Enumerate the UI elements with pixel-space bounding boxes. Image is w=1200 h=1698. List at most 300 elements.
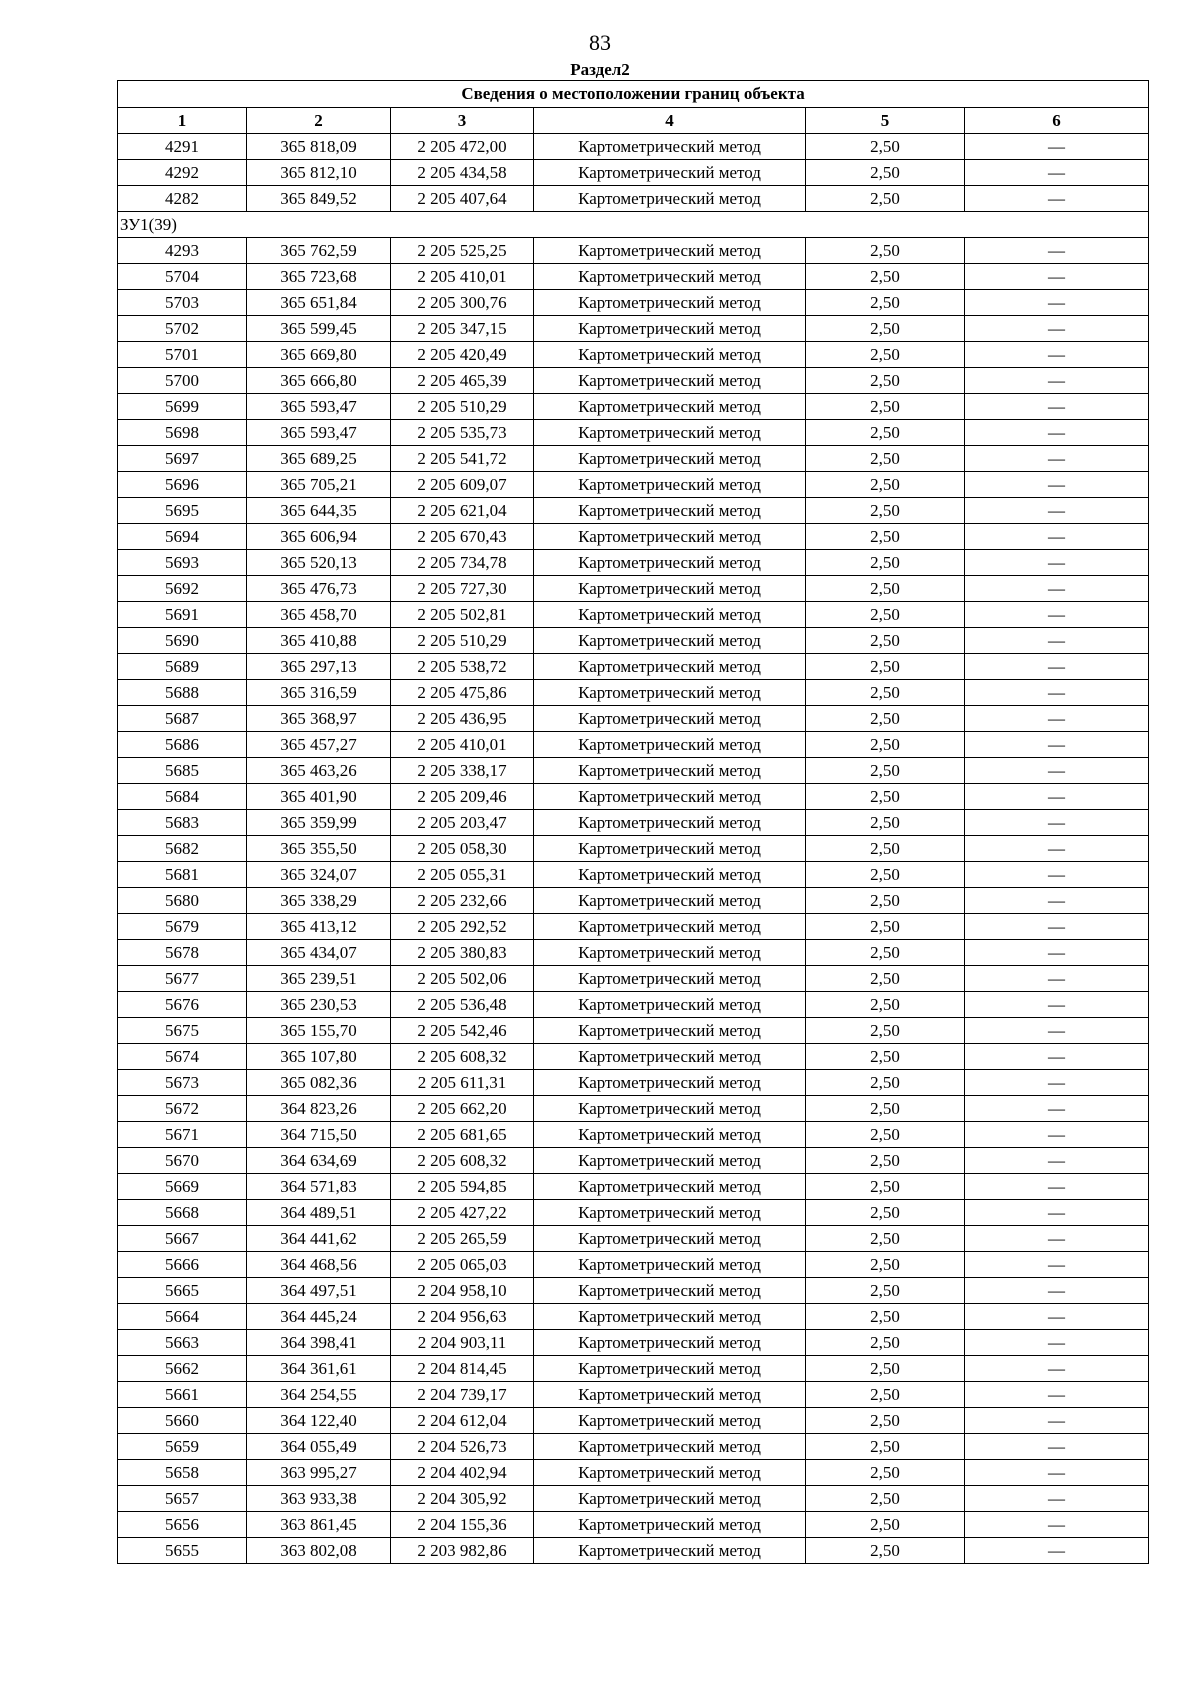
table-cell: 5659 xyxy=(118,1434,247,1460)
table-cell: Картометрический метод xyxy=(534,1434,806,1460)
table-cell: 365 669,80 xyxy=(247,342,391,368)
table-cell: 364 122,40 xyxy=(247,1408,391,1434)
table-row xyxy=(118,576,1149,602)
table-cell: 2 204 526,73 xyxy=(391,1434,534,1460)
table-cell: 5663 xyxy=(118,1330,247,1356)
table-cell: 2 205 662,20 xyxy=(391,1096,534,1122)
table-cell: Картометрический метод xyxy=(534,290,806,316)
table-cell: Картометрический метод xyxy=(534,1226,806,1252)
table-cell: 365 155,70 xyxy=(247,1018,391,1044)
table-row xyxy=(118,1512,1149,1538)
table-cell: — xyxy=(965,706,1149,732)
table-cell: 365 082,36 xyxy=(247,1070,391,1096)
table-cell: 2,50 xyxy=(806,1278,965,1304)
table-cell: Картометрический метод xyxy=(534,550,806,576)
table-cell: Картометрический метод xyxy=(534,1200,806,1226)
table-cell: 365 458,70 xyxy=(247,602,391,628)
table-cell: — xyxy=(965,784,1149,810)
table-cell: 2,50 xyxy=(806,1148,965,1174)
table-cell: 2 205 525,25 xyxy=(391,238,534,264)
table-row xyxy=(118,1174,1149,1200)
table-cell: — xyxy=(965,446,1149,472)
table-row xyxy=(118,1304,1149,1330)
table-cell: 365 593,47 xyxy=(247,394,391,420)
table-cell: — xyxy=(965,1018,1149,1044)
table-cell: 2 205 727,30 xyxy=(391,576,534,602)
table-cell: 365 762,59 xyxy=(247,238,391,264)
table-cell: 2 205 434,58 xyxy=(391,160,534,186)
table-cell: 5681 xyxy=(118,862,247,888)
table-row xyxy=(118,316,1149,342)
table-cell: 2 205 203,47 xyxy=(391,810,534,836)
table-cell: — xyxy=(965,550,1149,576)
table-cell: 5661 xyxy=(118,1382,247,1408)
table-row xyxy=(118,810,1149,836)
table-cell: 5674 xyxy=(118,1044,247,1070)
table-cell: 2 205 338,17 xyxy=(391,758,534,784)
table-cell: 2,50 xyxy=(806,1330,965,1356)
table-cell: 2 205 420,49 xyxy=(391,342,534,368)
table-cell: — xyxy=(965,940,1149,966)
table-row xyxy=(118,1200,1149,1226)
table-cell: 2 204 155,36 xyxy=(391,1512,534,1538)
group-label: ЗУ1(39) xyxy=(118,212,1149,238)
table-cell: Картометрический метод xyxy=(534,264,806,290)
table-row xyxy=(118,1408,1149,1434)
table-row xyxy=(118,446,1149,472)
table-row xyxy=(118,264,1149,290)
table-cell: — xyxy=(965,1226,1149,1252)
table-cell: 2,50 xyxy=(806,1044,965,1070)
table-cell: — xyxy=(965,1460,1149,1486)
table-cell: 2 205 410,01 xyxy=(391,732,534,758)
table-cell: 2,50 xyxy=(806,1408,965,1434)
table-cell: 2,50 xyxy=(806,238,965,264)
table-cell: — xyxy=(965,836,1149,862)
table-cell: 2 204 305,92 xyxy=(391,1486,534,1512)
table-cell: 2,50 xyxy=(806,1096,965,1122)
table-cell: 365 230,53 xyxy=(247,992,391,1018)
table-cell: — xyxy=(965,1538,1149,1564)
table-cell: Картометрический метод xyxy=(534,342,806,368)
table-row xyxy=(118,862,1149,888)
table-cell: — xyxy=(965,160,1149,186)
table-cell: 2 205 536,48 xyxy=(391,992,534,1018)
table-cell: 2,50 xyxy=(806,290,965,316)
table-cell: 2 205 608,32 xyxy=(391,1148,534,1174)
table-row xyxy=(118,238,1149,264)
table-cell: Картометрический метод xyxy=(534,316,806,342)
column-header: 4 xyxy=(534,108,806,134)
table-cell: 2,50 xyxy=(806,992,965,1018)
table-cell: Картометрический метод xyxy=(534,992,806,1018)
table-cell: 2 205 510,29 xyxy=(391,628,534,654)
table-cell: 365 316,59 xyxy=(247,680,391,706)
table-cell: 2,50 xyxy=(806,784,965,810)
table-cell: Картометрический метод xyxy=(534,1070,806,1096)
table-cell: 363 861,45 xyxy=(247,1512,391,1538)
table-cell: 363 995,27 xyxy=(247,1460,391,1486)
table-cell: 5658 xyxy=(118,1460,247,1486)
table-cell: 2 204 739,17 xyxy=(391,1382,534,1408)
table-cell: 2,50 xyxy=(806,966,965,992)
table-cell: — xyxy=(965,862,1149,888)
table-cell: 5703 xyxy=(118,290,247,316)
table-cell: 2,50 xyxy=(806,134,965,160)
table-cell: 5670 xyxy=(118,1148,247,1174)
table-cell: 2,50 xyxy=(806,706,965,732)
table-cell: 365 355,50 xyxy=(247,836,391,862)
table-cell: 365 413,12 xyxy=(247,914,391,940)
table-cell: 5698 xyxy=(118,420,247,446)
table-cell: — xyxy=(965,1304,1149,1330)
table-row xyxy=(118,394,1149,420)
table-cell: 2,50 xyxy=(806,1070,965,1096)
table-cell: 5680 xyxy=(118,888,247,914)
table-cell: 2 205 542,46 xyxy=(391,1018,534,1044)
table-cell: 365 463,26 xyxy=(247,758,391,784)
table-cell: Картометрический метод xyxy=(534,1330,806,1356)
table-cell: 2,50 xyxy=(806,1304,965,1330)
table-row xyxy=(118,1252,1149,1278)
table-cell: 2 205 265,59 xyxy=(391,1226,534,1252)
table-cell: Картометрический метод xyxy=(534,862,806,888)
table-row xyxy=(118,524,1149,550)
table-row xyxy=(118,992,1149,1018)
table-cell: 2 205 502,81 xyxy=(391,602,534,628)
table-cell: 2,50 xyxy=(806,1018,965,1044)
table-cell: Картометрический метод xyxy=(534,888,806,914)
table-row xyxy=(118,1486,1149,1512)
table-cell: Картометрический метод xyxy=(534,654,806,680)
table-cell: 2,50 xyxy=(806,680,965,706)
table-cell: — xyxy=(965,290,1149,316)
table-row xyxy=(118,134,1149,160)
table-row xyxy=(118,602,1149,628)
table-cell: 2,50 xyxy=(806,1200,965,1226)
table-cell: 365 705,21 xyxy=(247,472,391,498)
table-cell: — xyxy=(965,1382,1149,1408)
table-title-row xyxy=(118,81,1149,108)
table-cell: — xyxy=(965,524,1149,550)
table-cell: Картометрический метод xyxy=(534,160,806,186)
table-cell: 364 489,51 xyxy=(247,1200,391,1226)
table-row xyxy=(118,1122,1149,1148)
table-cell: 365 107,80 xyxy=(247,1044,391,1070)
table-row xyxy=(118,186,1149,212)
table-cell: — xyxy=(965,810,1149,836)
table-cell: 2 205 407,64 xyxy=(391,186,534,212)
table-cell: 2 205 670,43 xyxy=(391,524,534,550)
table-cell: 2 204 612,04 xyxy=(391,1408,534,1434)
table-cell: 2 205 472,00 xyxy=(391,134,534,160)
column-number-row xyxy=(118,108,1149,134)
table-cell: — xyxy=(965,680,1149,706)
table-cell: 5685 xyxy=(118,758,247,784)
table-row xyxy=(118,1070,1149,1096)
table-cell: 5702 xyxy=(118,316,247,342)
table-row xyxy=(118,680,1149,706)
table-cell: Картометрический метод xyxy=(534,940,806,966)
table-row xyxy=(118,160,1149,186)
table-row xyxy=(118,1330,1149,1356)
table-cell: Картометрический метод xyxy=(534,1304,806,1330)
table-cell: Картометрический метод xyxy=(534,134,806,160)
table-cell: Картометрический метод xyxy=(534,238,806,264)
table-cell: Картометрический метод xyxy=(534,1252,806,1278)
table-cell: 2 205 380,83 xyxy=(391,940,534,966)
table-cell: — xyxy=(965,732,1149,758)
table-cell: — xyxy=(965,1174,1149,1200)
table-cell: 5662 xyxy=(118,1356,247,1382)
table-cell: 2,50 xyxy=(806,1538,965,1564)
table-cell: — xyxy=(965,1200,1149,1226)
table-cell: 365 239,51 xyxy=(247,966,391,992)
table-row xyxy=(118,1018,1149,1044)
table-cell: 2,50 xyxy=(806,1460,965,1486)
table-cell: 2,50 xyxy=(806,732,965,758)
table-cell: 2,50 xyxy=(806,576,965,602)
table-cell: 5664 xyxy=(118,1304,247,1330)
table-cell: 5692 xyxy=(118,576,247,602)
table-cell: — xyxy=(965,1512,1149,1538)
table-cell: Картометрический метод xyxy=(534,498,806,524)
table-cell: Картометрический метод xyxy=(534,1096,806,1122)
table-row xyxy=(118,1278,1149,1304)
table-cell: 2 205 538,72 xyxy=(391,654,534,680)
table-cell: 365 368,97 xyxy=(247,706,391,732)
table-cell: 2 205 300,76 xyxy=(391,290,534,316)
table-cell: 2 205 535,73 xyxy=(391,420,534,446)
table-cell: — xyxy=(965,914,1149,940)
table-cell: Картометрический метод xyxy=(534,914,806,940)
table-cell: Картометрический метод xyxy=(534,1356,806,1382)
table-cell: 365 476,73 xyxy=(247,576,391,602)
table-cell: 5660 xyxy=(118,1408,247,1434)
table-cell: Картометрический метод xyxy=(534,1408,806,1434)
table-cell: Картометрический метод xyxy=(534,706,806,732)
table-cell: 5678 xyxy=(118,940,247,966)
table-cell: 364 571,83 xyxy=(247,1174,391,1200)
table-row xyxy=(118,940,1149,966)
table-cell: 2 205 734,78 xyxy=(391,550,534,576)
table-cell: 365 599,45 xyxy=(247,316,391,342)
table-cell: Картометрический метод xyxy=(534,966,806,992)
table-cell: — xyxy=(965,186,1149,212)
table-cell: Картометрический метод xyxy=(534,1486,806,1512)
table-cell: — xyxy=(965,1408,1149,1434)
table-cell: — xyxy=(965,654,1149,680)
table-cell: Картометрический метод xyxy=(534,836,806,862)
table-cell: — xyxy=(965,576,1149,602)
table-cell: — xyxy=(965,394,1149,420)
table-row xyxy=(118,550,1149,576)
table-cell: 5699 xyxy=(118,394,247,420)
table-cell: 2 205 475,86 xyxy=(391,680,534,706)
table-cell: 4292 xyxy=(118,160,247,186)
table-cell: Картометрический метод xyxy=(534,732,806,758)
column-header: 3 xyxy=(391,108,534,134)
table-cell: 5689 xyxy=(118,654,247,680)
table-body-before xyxy=(118,134,1149,212)
table-row xyxy=(118,836,1149,862)
table-cell: — xyxy=(965,472,1149,498)
table-cell: 2,50 xyxy=(806,446,965,472)
table-cell: Картометрический метод xyxy=(534,394,806,420)
table-row xyxy=(118,888,1149,914)
table-cell: 2,50 xyxy=(806,368,965,394)
table-cell: 5657 xyxy=(118,1486,247,1512)
section-title: Раздел2 xyxy=(570,60,630,79)
table-cell: 5688 xyxy=(118,680,247,706)
table-cell: 363 933,38 xyxy=(247,1486,391,1512)
table-cell: 5696 xyxy=(118,472,247,498)
table-cell: 365 593,47 xyxy=(247,420,391,446)
table-row xyxy=(118,1382,1149,1408)
table-cell: 363 802,08 xyxy=(247,1538,391,1564)
table-cell: 5701 xyxy=(118,342,247,368)
table-cell: 2 204 958,10 xyxy=(391,1278,534,1304)
table-cell: 5655 xyxy=(118,1538,247,1564)
table-cell: 365 359,99 xyxy=(247,810,391,836)
table-cell: 2 205 611,31 xyxy=(391,1070,534,1096)
table-cell: 365 818,09 xyxy=(247,134,391,160)
column-header: 6 xyxy=(965,108,1149,134)
table-cell: 364 823,26 xyxy=(247,1096,391,1122)
table-cell: 364 441,62 xyxy=(247,1226,391,1252)
table-cell: 5679 xyxy=(118,914,247,940)
table-cell: 364 445,24 xyxy=(247,1304,391,1330)
table-row xyxy=(118,628,1149,654)
table-cell: 5668 xyxy=(118,1200,247,1226)
table-cell: 5656 xyxy=(118,1512,247,1538)
table-cell: 5695 xyxy=(118,498,247,524)
table-cell: — xyxy=(965,1122,1149,1148)
table-cell: 2,50 xyxy=(806,472,965,498)
table-cell: 2 205 209,46 xyxy=(391,784,534,810)
table-row xyxy=(118,498,1149,524)
table-cell: — xyxy=(965,1070,1149,1096)
table-cell: 2,50 xyxy=(806,524,965,550)
table-row xyxy=(118,1226,1149,1252)
table-cell: 5683 xyxy=(118,810,247,836)
table-cell: — xyxy=(965,1096,1149,1122)
column-header: 2 xyxy=(247,108,391,134)
table-cell: 2,50 xyxy=(806,888,965,914)
table-cell: 2 205 055,31 xyxy=(391,862,534,888)
table-row xyxy=(118,1148,1149,1174)
table-cell: 2,50 xyxy=(806,654,965,680)
table-cell: 5694 xyxy=(118,524,247,550)
table-cell: Картометрический метод xyxy=(534,784,806,810)
table-cell: 5672 xyxy=(118,1096,247,1122)
table-cell: 5691 xyxy=(118,602,247,628)
table-cell: 2 205 232,66 xyxy=(391,888,534,914)
table-cell: 5684 xyxy=(118,784,247,810)
table-cell: — xyxy=(965,264,1149,290)
table-cell: 2 205 465,39 xyxy=(391,368,534,394)
table-cell: 5704 xyxy=(118,264,247,290)
table-cell: 2,50 xyxy=(806,628,965,654)
table-cell: Картометрический метод xyxy=(534,680,806,706)
table-cell: — xyxy=(965,1330,1149,1356)
table-cell: 5697 xyxy=(118,446,247,472)
column-header: 5 xyxy=(806,108,965,134)
table-body-after xyxy=(118,238,1149,1564)
table-cell: Картометрический метод xyxy=(534,1460,806,1486)
table-cell: 2,50 xyxy=(806,836,965,862)
table-cell: 5676 xyxy=(118,992,247,1018)
table-cell: 5671 xyxy=(118,1122,247,1148)
table-cell: 365 401,90 xyxy=(247,784,391,810)
table-cell: 4293 xyxy=(118,238,247,264)
table-cell: — xyxy=(965,342,1149,368)
table-cell: Картометрический метод xyxy=(534,446,806,472)
table-cell: Картометрический метод xyxy=(534,1382,806,1408)
table-cell: 365 324,07 xyxy=(247,862,391,888)
table-cell: — xyxy=(965,316,1149,342)
table-cell: 365 849,52 xyxy=(247,186,391,212)
table-row xyxy=(118,654,1149,680)
table-cell: Картометрический метод xyxy=(534,810,806,836)
table-cell: Картометрический метод xyxy=(534,1148,806,1174)
table-title: Сведения о местоположении границ объекта xyxy=(118,81,1149,108)
table-cell: 2,50 xyxy=(806,264,965,290)
table-cell: 2,50 xyxy=(806,186,965,212)
table-cell: 2 204 814,45 xyxy=(391,1356,534,1382)
table-cell: 364 468,56 xyxy=(247,1252,391,1278)
table-cell: — xyxy=(965,238,1149,264)
table-cell: 364 715,50 xyxy=(247,1122,391,1148)
table-cell: 5686 xyxy=(118,732,247,758)
table-cell: 365 410,88 xyxy=(247,628,391,654)
table-cell: 364 497,51 xyxy=(247,1278,391,1304)
table-cell: 364 055,49 xyxy=(247,1434,391,1460)
table-cell: 2 204 956,63 xyxy=(391,1304,534,1330)
table-cell: 365 434,07 xyxy=(247,940,391,966)
table-cell: — xyxy=(965,628,1149,654)
table-cell: 2 203 982,86 xyxy=(391,1538,534,1564)
table-cell: 5666 xyxy=(118,1252,247,1278)
page-number: 83 xyxy=(589,30,611,55)
table-cell: — xyxy=(965,888,1149,914)
table-cell: 5669 xyxy=(118,1174,247,1200)
table-cell: — xyxy=(965,758,1149,784)
table-cell: Картометрический метод xyxy=(534,1044,806,1070)
table-cell: 364 254,55 xyxy=(247,1382,391,1408)
table-cell: 365 666,80 xyxy=(247,368,391,394)
table-row xyxy=(118,290,1149,316)
table-cell: 2,50 xyxy=(806,1382,965,1408)
table-cell: Картометрический метод xyxy=(534,1538,806,1564)
table-cell: 365 338,29 xyxy=(247,888,391,914)
table-cell: — xyxy=(965,1148,1149,1174)
table-cell: 364 634,69 xyxy=(247,1148,391,1174)
table-cell: 2,50 xyxy=(806,1434,965,1460)
table-cell: — xyxy=(965,1278,1149,1304)
table-cell: 5682 xyxy=(118,836,247,862)
table-row xyxy=(118,1538,1149,1564)
table-row xyxy=(118,1096,1149,1122)
table-cell: 5690 xyxy=(118,628,247,654)
table-cell: Картометрический метод xyxy=(534,1122,806,1148)
table-cell: Картометрический метод xyxy=(534,524,806,550)
table-cell: 5665 xyxy=(118,1278,247,1304)
table-cell: 4282 xyxy=(118,186,247,212)
table-cell: 365 606,94 xyxy=(247,524,391,550)
table-cell: — xyxy=(965,1252,1149,1278)
table-cell: 2 205 065,03 xyxy=(391,1252,534,1278)
